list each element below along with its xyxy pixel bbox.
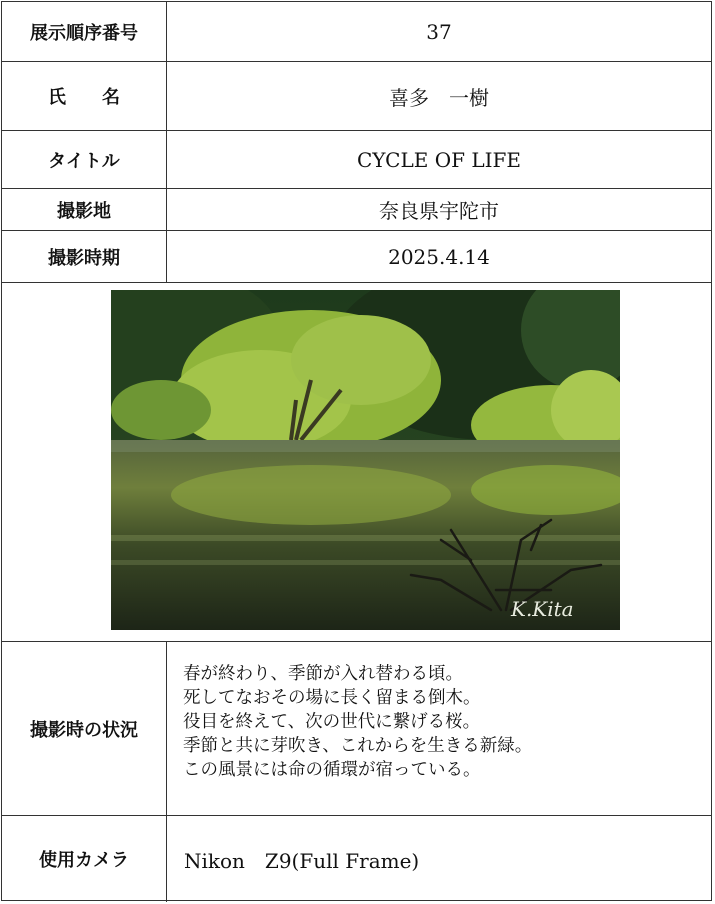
row-name [2, 62, 711, 131]
location-value: 奈良県宇陀市 [379, 199, 499, 223]
number-value: 37 [426, 19, 452, 44]
title-label: タイトル [2, 131, 167, 188]
camera-value: Nikon Z9(Full Frame) [184, 848, 420, 873]
row-title [2, 131, 711, 189]
title-value: CYCLE OF LIFE [357, 147, 521, 172]
condition-line: 役目を終えて、次の世代に繋げる桜。 [183, 712, 481, 732]
location-label: 撮影地 [2, 189, 167, 230]
number-label: 展示順序番号 [2, 2, 167, 61]
condition-label: 撮影時の状況 [2, 642, 167, 815]
date-value: 2025.4.14 [388, 244, 490, 269]
condition-line: 春が終わり、季節が入れ替わる頃。 [183, 664, 463, 684]
date-label: 撮影時期 [2, 231, 167, 282]
row-camera [2, 816, 711, 902]
name-label: 氏 名 [2, 62, 167, 130]
condition-text [183, 662, 695, 782]
condition-line: この風景には命の循環が宿っている。 [183, 760, 481, 780]
photo-signature: K.Kita [511, 597, 574, 621]
camera-label: 使用カメラ [2, 816, 167, 902]
condition-line: 季節と共に芽吹き、これからを生きる新緑。 [183, 736, 533, 756]
row-location [2, 189, 711, 231]
row-date [2, 231, 711, 283]
row-number [2, 2, 711, 62]
condition-line: 死してなおその場に長く留まる倒木。 [183, 688, 481, 708]
name-value: 喜多 一樹 [389, 85, 489, 110]
landscape-photo [111, 290, 620, 630]
